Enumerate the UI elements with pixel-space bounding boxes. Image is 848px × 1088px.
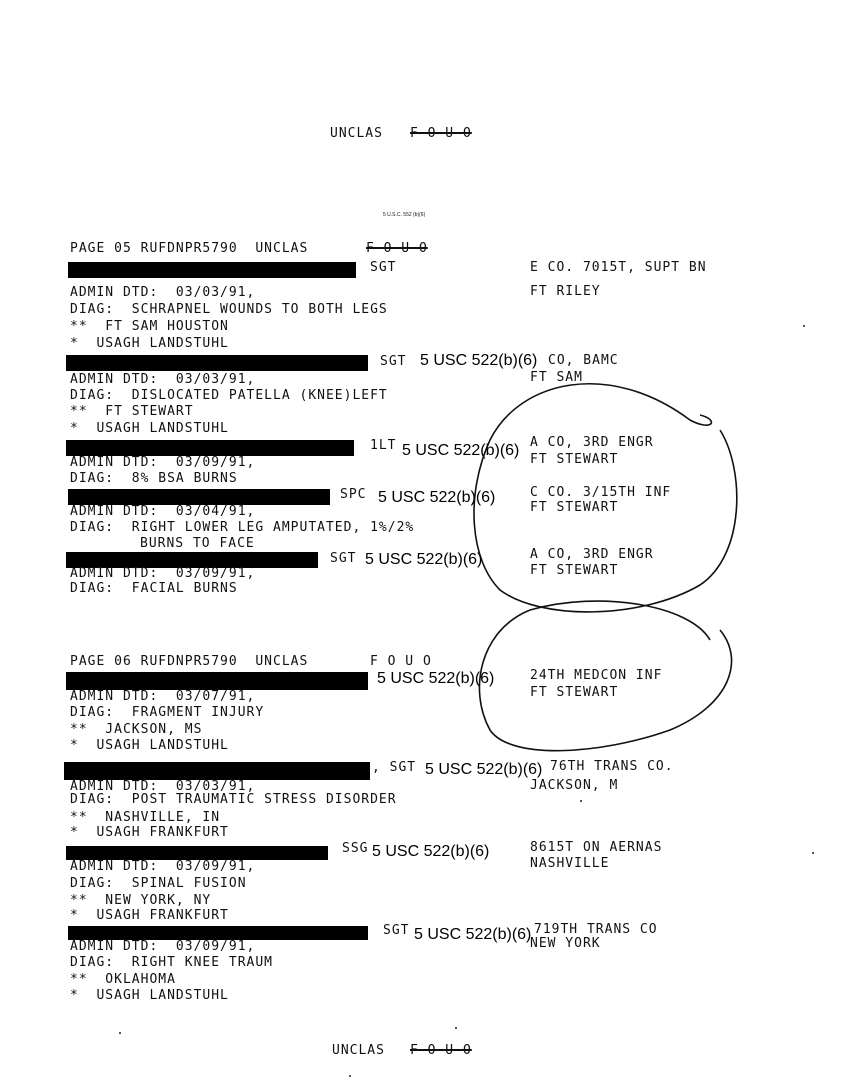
destination: ** NEW YORK, NY (70, 893, 212, 908)
hospital: * USAGH LANDSTUHL (70, 738, 229, 753)
scan-speck (812, 852, 814, 854)
location: FT SAM (530, 370, 583, 385)
hospital: * USAGH LANDSTUHL (70, 421, 229, 436)
foia-exemption: 5 USC 522(b)(6) (425, 761, 543, 778)
location: FT STEWART (530, 563, 619, 578)
scan-speck (803, 325, 805, 327)
location: NEW YORK (530, 936, 601, 951)
diagnosis-continued: BURNS TO FACE (140, 536, 255, 551)
rank: SGT (380, 354, 407, 369)
unit: 76TH TRANS CO. (550, 759, 674, 774)
unit: 719TH TRANS CO (534, 922, 658, 937)
foia-exemption: 5 USC 522(b)(6) (378, 489, 496, 506)
diagnosis: DIAG: 8% BSA BURNS (70, 471, 238, 486)
location: FT RILEY (530, 284, 601, 299)
diagnosis: DIAG: SPINAL FUSION (70, 876, 247, 891)
header-classification: UNCLAS (330, 126, 383, 141)
admin-date: ADMIN DTD: 03/09/91, (70, 939, 256, 954)
hospital: * USAGH FRANKFURT (70, 825, 229, 840)
rank: 1LT (370, 438, 397, 453)
foia-exemption: 5 USC 522(b)(6) (365, 551, 483, 568)
destination: ** OKLAHOMA (70, 972, 176, 987)
hospital: * USAGH LANDSTUHL (70, 336, 229, 351)
diagnosis: DIAG: SCHRAPNEL WOUNDS TO BOTH LEGS (70, 302, 388, 317)
unit: 8615T ON AERNAS (530, 840, 663, 855)
rank: SPC (340, 487, 367, 502)
hospital: * USAGH FRANKFURT (70, 908, 229, 923)
page6-header: PAGE 06 RUFDNPR5790 UNCLAS (70, 654, 309, 669)
rank: , SGT (372, 760, 417, 775)
admin-date: ADMIN DTD: 03/07/91, (70, 689, 256, 704)
location: JACKSON, M (530, 778, 619, 793)
footer-struck-marking: F O U O (410, 1043, 472, 1058)
unit: CO, BAMC (548, 353, 619, 368)
destination: ** JACKSON, MS (70, 722, 203, 737)
unit: A CO, 3RD ENGR (530, 547, 654, 562)
foia-exemption: 5 USC 522(b)(6) (414, 926, 532, 943)
diagnosis: DIAG: FACIAL BURNS (70, 581, 238, 596)
page5-header: PAGE 05 RUFDNPR5790 UNCLAS (70, 241, 309, 256)
admin-date: ADMIN DTD: 03/09/91, (70, 455, 256, 470)
unit: E CO. 7015T, SUPT BN (530, 260, 707, 275)
scan-speck (119, 1032, 121, 1034)
destination: ** FT SAM HOUSTON (70, 319, 229, 334)
handwritten-circle-upper (474, 384, 737, 612)
location: FT STEWART (530, 452, 619, 467)
diagnosis: DIAG: RIGHT LOWER LEG AMPUTATED, 1%/2% (70, 520, 415, 535)
destination: ** NASHVILLE, IN (70, 810, 221, 825)
diagnosis: DIAG: POST TRAUMATIC STRESS DISORDER (70, 792, 397, 807)
unit: 24TH MEDCON INF (530, 668, 663, 683)
scan-speck (580, 800, 582, 802)
page5-header-struck: F O U O (366, 241, 428, 256)
admin-date: ADMIN DTD: 03/04/91, (70, 504, 256, 519)
location: FT STEWART (530, 500, 619, 515)
location: FT STEWART (530, 685, 619, 700)
foia-exemption: 5 USC 522(b)(6) (377, 670, 495, 687)
admin-date: ADMIN DTD: 03/03/91, (70, 372, 256, 387)
scan-speck (455, 1027, 457, 1029)
exemption-note: 5 U.S.C. 552 (b)(6) (383, 212, 426, 218)
footer-classification: UNCLAS (332, 1043, 385, 1058)
foia-exemption: 5 USC 522(b)(6) (420, 352, 538, 369)
admin-date: ADMIN DTD: 03/03/91, (70, 779, 256, 794)
diagnosis: DIAG: RIGHT KNEE TRAUM (70, 955, 274, 970)
scan-speck (349, 1075, 351, 1077)
foia-exemption: 5 USC 522(b)(6) (402, 442, 520, 459)
unit: A CO, 3RD ENGR (530, 435, 654, 450)
admin-date: ADMIN DTD: 03/09/91, (70, 859, 256, 874)
destination: ** FT STEWART (70, 404, 194, 419)
diagnosis: DIAG: DISLOCATED PATELLA (KNEE)LEFT (70, 388, 388, 403)
page6-header-fouo: F O U O (370, 654, 432, 669)
admin-date: ADMIN DTD: 03/09/91, (70, 566, 256, 581)
unit: C CO. 3/15TH INF (530, 485, 672, 500)
diagnosis: DIAG: FRAGMENT INJURY (70, 705, 265, 720)
location: NASHVILLE (530, 856, 610, 871)
hospital: * USAGH LANDSTUHL (70, 988, 229, 1003)
rank: SGT (370, 260, 397, 275)
admin-date: ADMIN DTD: 03/03/91, (70, 285, 256, 300)
header-struck-marking: F O U O (410, 126, 472, 141)
rank: SGT (383, 923, 410, 938)
foia-exemption: 5 USC 522(b)(6) (372, 843, 490, 860)
rank: SGT (330, 551, 357, 566)
rank: SSG (342, 841, 369, 856)
handwritten-circle-lower (479, 601, 731, 751)
